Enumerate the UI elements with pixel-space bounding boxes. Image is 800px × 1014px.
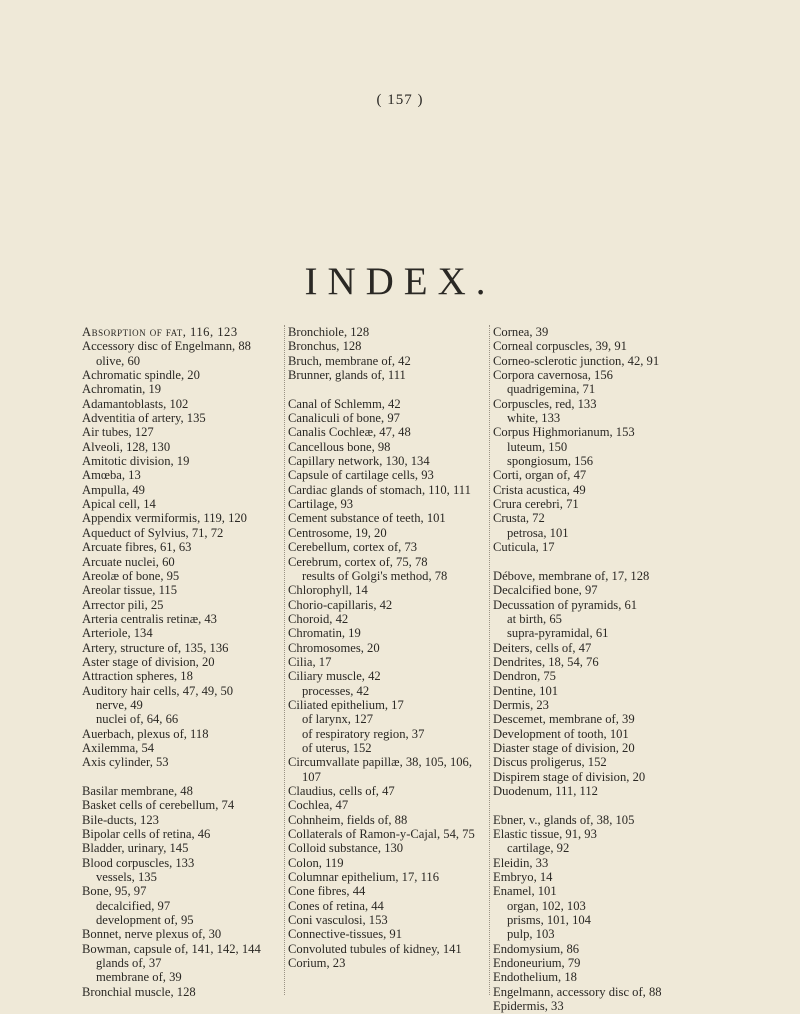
index-subentry: of uterus, 152 — [302, 740, 372, 755]
index-entry: Crusta, 72 — [493, 511, 545, 526]
index-entry: Discus proligerus, 152 — [493, 755, 607, 770]
index-entry: Cuticula, 17 — [493, 540, 555, 555]
index-subentry: prisms, 101, 104 — [507, 913, 591, 928]
section-gap — [493, 555, 713, 569]
index-entry: Appendix vermiformis, 119, 120 — [82, 511, 247, 526]
index-subentry: processes, 42 — [302, 683, 370, 698]
index-entry: Cochlea, 47 — [288, 798, 349, 813]
index-entry: Centrosome, 19, 20 — [288, 525, 387, 540]
index-entry: Chromatin, 19 — [288, 626, 361, 641]
index-entry: Cerebrum, cortex of, 75, 78 — [288, 554, 428, 569]
index-entry: Duodenum, 111, 112 — [493, 784, 598, 798]
index-entry: Decalcified bone, 97 — [493, 583, 598, 598]
index-entry: Cancellous bone, 98 — [288, 439, 391, 454]
index-entry: Capillary network, 130, 134 — [288, 454, 430, 469]
index-entry: Ebner, v., glands of, 38, 105 — [493, 812, 635, 827]
index-entry: Arteria centralis retinæ, 43 — [82, 611, 217, 626]
index-subentry: of respiratory region, 37 — [302, 726, 425, 741]
index-entry: Bile-ducts, 123 — [82, 812, 159, 827]
index-entry: Bronchial muscle, 128 — [82, 984, 196, 999]
index-entry: Cone fibres, 44 — [288, 884, 366, 899]
index-entry: Development of tooth, 101 — [493, 726, 629, 741]
index-entry: Chromosomes, 20 — [288, 640, 380, 655]
index-entry: Convoluted tubules of kidney, 141 — [288, 941, 462, 956]
index-entry: Connective-tissues, 91 — [288, 927, 403, 942]
index-entry: Bruch, membrane of, 42 — [288, 353, 411, 368]
index-entry: Decussation of pyramids, 61 — [493, 597, 638, 612]
index-entry: Cartilage, 93 — [288, 497, 354, 512]
index-entry: Débove, membrane of, 17, 128 — [493, 568, 650, 583]
index-entry: Epidermis, 33 — [493, 999, 564, 1014]
index-entry: Areolar tissue, 115 — [82, 583, 178, 598]
index-entry: Axilemma, 54 — [82, 740, 155, 755]
index-subentry: spongiosum, 156 — [507, 454, 594, 469]
index-entry: Corneal corpuscles, 39, 91 — [493, 339, 627, 354]
page-number: ( 157 ) — [376, 92, 424, 108]
index-entry: Chorio-capillaris, 42 — [288, 597, 393, 612]
index-entry: Attraction spheres, 18 — [82, 669, 193, 684]
index-entry: Chlorophyll, 14 — [288, 583, 368, 598]
index-entry: Canalis Cochleæ, 47, 48 — [288, 425, 411, 440]
section-gap — [82, 770, 282, 784]
index-entry: Eleidin, 33 — [493, 855, 549, 870]
index-subentry: results of Golgi's method, 78 — [302, 568, 448, 583]
index-entry: Bladder, urinary, 145 — [82, 841, 189, 856]
section-gap — [493, 798, 713, 812]
index-entry: Bonnet, nerve plexus of, 30 — [82, 927, 222, 942]
index-entry: Accessory disc of Engelmann, 88 — [82, 339, 251, 354]
index-entry: Cohnheim, fields of, 88 — [288, 812, 408, 827]
index-entry: Adamantoblasts, 102 — [82, 396, 189, 411]
index-entry: Endoneurium, 79 — [493, 956, 581, 971]
index-entry: Axis cylinder, 53 — [82, 755, 169, 770]
index-subentry: organ, 102, 103 — [507, 898, 586, 913]
index-entry: Ampulla, 49 — [82, 482, 145, 497]
index-entry: Collaterals of Ramon-y-Cajal, 54, 75 — [288, 827, 475, 842]
index-entry: Ciliated epithelium, 17 — [288, 697, 404, 712]
index-entry: Cilia, 17 — [288, 654, 332, 669]
index-subentry: vessels, 135 — [96, 870, 157, 885]
index-entry: Corium, 23 — [288, 956, 346, 971]
index-entry: Corneo-sclerotic junction, 42, 91 — [493, 353, 660, 368]
index-entry: Colloid substance, 130 — [288, 841, 404, 856]
column-divider — [489, 325, 490, 995]
index-subentry: cartilage, 92 — [507, 841, 570, 856]
column-divider — [284, 325, 285, 995]
index-entry: Areolæ of bone, 95 — [82, 568, 180, 583]
index-entry: Arcuate nuclei, 60 — [82, 554, 175, 569]
index-entry: Arrector pili, 25 — [82, 597, 164, 612]
page-title: INDEX. — [304, 260, 496, 303]
index-entry: Achromatin, 19 — [82, 382, 162, 397]
index-entry: Alveoli, 128, 130 — [82, 439, 171, 454]
index-entry: Aqueduct of Sylvius, 71, 72 — [82, 525, 224, 540]
index-subentry: glands of, 37 — [96, 956, 162, 971]
index-entry: Enamel, 101 — [493, 884, 557, 899]
index-entry: Dispirem stage of division, 20 — [493, 769, 646, 784]
index-entry: Corpora cavernosa, 156 — [493, 368, 613, 383]
index-entry: Blood corpuscles, 133 — [82, 855, 195, 870]
index-entry: Claudius, cells of, 47 — [288, 784, 395, 798]
index-entry: Basilar membrane, 48 — [82, 784, 193, 798]
index-entry: Brunner, glands of, 111 — [288, 368, 406, 383]
index-entry: Elastic tissue, 91, 93 — [493, 827, 597, 842]
index-entry: Descemet, membrane of, 39 — [493, 712, 635, 727]
index-subentry: quadrigemina, 71 — [507, 382, 596, 397]
index-entry: Aster stage of division, 20 — [82, 654, 215, 669]
index-entry: Amœba, 13 — [82, 468, 141, 483]
index-subentry: pulp, 103 — [507, 927, 555, 942]
index-entry: Cerebellum, cortex of, 73 — [288, 540, 418, 555]
index-entry: Canal of Schlemm, 42 — [288, 396, 401, 411]
index-entry: Dendron, 75 — [493, 669, 556, 684]
index-entry: Bronchiole, 128 — [288, 325, 370, 339]
index-entry: Bronchus, 128 — [288, 339, 362, 354]
index-entry: Cardiac glands of stomach, 110, 111 — [288, 482, 471, 497]
index-subentry: at birth, 65 — [507, 611, 562, 626]
section-gap — [288, 382, 486, 396]
index-subentry: white, 133 — [507, 411, 561, 426]
index-entry: Adventitia of artery, 135 — [82, 411, 206, 426]
index-column-1 — [82, 325, 282, 999]
index-entry: Dentine, 101 — [493, 683, 559, 698]
index-entry: Deiters, cells of, 47 — [493, 640, 592, 655]
index-entry: Apical cell, 14 — [82, 497, 156, 512]
index-entry: Columnar epithelium, 17, 116 — [288, 870, 439, 885]
index-entry: Cornea, 39 — [493, 325, 549, 339]
index-column-2 — [288, 325, 486, 970]
index-entry: Capsule of cartilage cells, 93 — [288, 468, 434, 483]
index-entry: Endothelium, 18 — [493, 970, 577, 985]
index-subentry: of larynx, 127 — [302, 712, 373, 727]
index-entry: Endomysium, 86 — [493, 941, 580, 956]
index-entry: Dermis, 23 — [493, 697, 549, 712]
index-subentry: petrosa, 101 — [507, 525, 569, 540]
index-subentry: nuclei of, 64, 66 — [96, 712, 179, 727]
index-entry: Bowman, capsule of, 141, 142, 144 — [82, 941, 261, 956]
index-subentry: decalcified, 97 — [96, 898, 171, 913]
index-entry: Bipolar cells of retina, 46 — [82, 827, 211, 842]
index-entry: Choroid, 42 — [288, 611, 349, 626]
index-entry: Auerbach, plexus of, 118 — [82, 726, 209, 741]
index-entry: Corpuscles, red, 133 — [493, 396, 597, 411]
index-entry: Crista acustica, 49 — [493, 482, 586, 497]
index-entry: Corpus Highmorianum, 153 — [493, 425, 635, 440]
index-entry: Colon, 119 — [288, 855, 344, 870]
index-entry: Artery, structure of, 135, 136 — [82, 640, 229, 655]
index-entry: Arteriole, 134 — [82, 626, 153, 641]
index-entry: Bone, 95, 97 — [82, 884, 147, 899]
index-entry: Basket cells of cerebellum, 74 — [82, 798, 235, 813]
index-entry: Circumvallate papillæ, 38, 105, 106, 107 — [288, 755, 476, 784]
index-entry: Corti, organ of, 47 — [493, 468, 587, 483]
index-entry: Embryo, 14 — [493, 870, 553, 885]
index-entry: Cones of retina, 44 — [288, 898, 384, 913]
index-entry: Air tubes, 127 — [82, 425, 154, 440]
index-subentry: luteum, 150 — [507, 439, 568, 454]
index-entry: Dendrites, 18, 54, 76 — [493, 654, 599, 669]
index-subentry: supra-pyramidal, 61 — [507, 626, 609, 641]
index-subentry: olive, 60 — [96, 353, 141, 368]
index-entry: Auditory hair cells, 47, 49, 50 — [82, 683, 234, 698]
index-entry: Diaster stage of division, 20 — [493, 740, 635, 755]
index-columns — [0, 325, 800, 1014]
index-subentry: development of, 95 — [96, 913, 194, 928]
index-entry: Ciliary muscle, 42 — [288, 669, 381, 684]
index-entry: Amitotic division, 19 — [82, 454, 190, 469]
index-subentry: nerve, 49 — [96, 697, 143, 712]
index-entry: Absorption of fat, 116, 123 — [82, 325, 238, 339]
index-entry: Arcuate fibres, 61, 63 — [82, 540, 192, 555]
index-entry: Coni vasculosi, 153 — [288, 913, 388, 928]
index-entry: Achromatic spindle, 20 — [82, 368, 200, 383]
index-entry: Canaliculi of bone, 97 — [288, 411, 400, 426]
index-entry: Engelmann, accessory disc of, 88 — [493, 984, 662, 999]
index-column-3 — [493, 325, 713, 1014]
index-entry: Cement substance of teeth, 101 — [288, 511, 446, 526]
index-entry: Crura cerebri, 71 — [493, 497, 579, 512]
index-subentry: membrane of, 39 — [96, 970, 182, 985]
